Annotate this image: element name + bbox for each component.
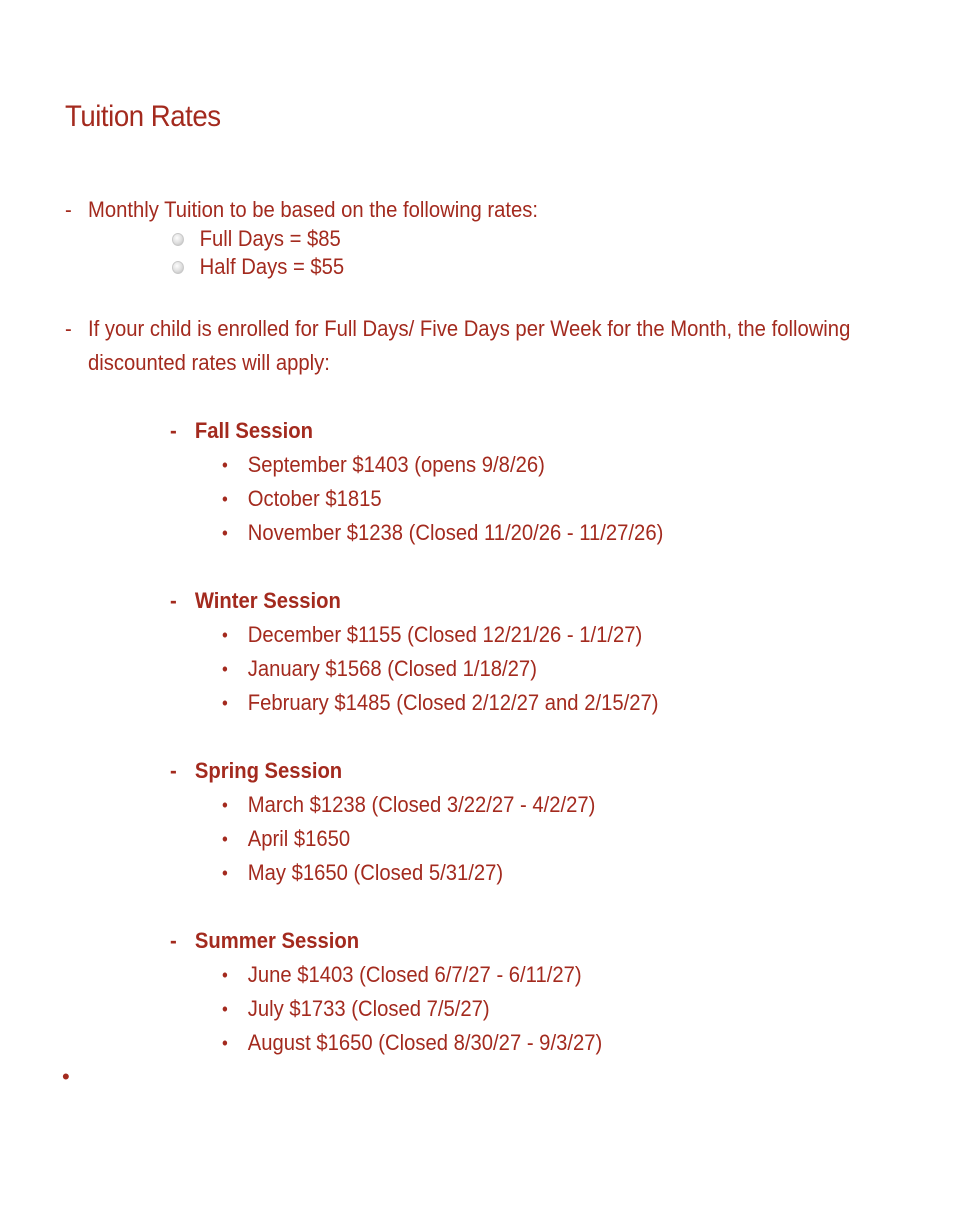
bullet-marker: • [222,693,228,713]
month-text: July $1733 (Closed 7/5/27) [247,996,490,1021]
circle-bullet-icon [172,261,184,274]
month-text: September $1403 (opens 9/8/26) [247,452,545,477]
rate-text: Full Days = $85 [199,226,341,251]
discount-text-line2: discounted rates will apply: [88,350,330,375]
bullet-marker: • [222,863,228,883]
session-name: Summer Session [194,928,360,953]
month-text: December $1155 (Closed 12/21/26 - 1/1/27) [247,622,643,647]
month-text: June $1403 (Closed 6/7/27 - 6/11/27) [247,962,582,987]
month-text: November $1238 (Closed 11/20/26 - 11/27/26) [247,520,664,545]
bullet-marker: • [222,795,228,815]
session-name: Winter Session [194,588,341,613]
session-name: Fall Session [194,418,313,443]
empty-bullet-marker: • [62,1064,70,1089]
month-text: October $1815 [247,486,382,511]
month-text: January $1568 (Closed 1/18/27) [247,656,537,681]
month-text: March $1238 (Closed 3/22/27 - 4/2/27) [247,792,596,817]
bullet-marker: • [222,659,228,679]
bullet-marker: • [222,489,228,509]
bullet-marker: • [222,455,228,475]
dash-marker: - [170,588,177,613]
bullet-marker: • [222,999,228,1019]
bullet-marker: • [222,625,228,645]
bullet-marker: • [222,523,228,543]
bullet-marker: • [222,965,228,985]
circle-bullet-icon [172,233,184,246]
month-text: February $1485 (Closed 2/12/27 and 2/15/27) [247,690,659,715]
dash-marker: - [65,197,72,222]
rate-text: Half Days = $55 [199,254,345,279]
monthly-tuition-text: Monthly Tuition to be based on the following rates: [88,197,539,222]
dash-marker: - [170,758,177,783]
dash-marker: - [170,928,177,953]
month-text: April $1650 [247,826,351,851]
dash-marker: - [170,418,177,443]
bullet-marker: • [222,1033,228,1053]
month-text: May $1650 (Closed 5/31/27) [247,860,504,885]
month-text: August $1650 (Closed 8/30/27 - 9/3/27) [247,1030,603,1055]
bullet-marker: • [222,829,228,849]
discount-text-line1: If your child is enrolled for Full Days/ Five Days per Week for the Month, the following [88,316,851,341]
dash-marker: - [65,316,72,341]
session-name: Spring Session [194,758,343,783]
page-title: Tuition Rates [65,100,221,133]
